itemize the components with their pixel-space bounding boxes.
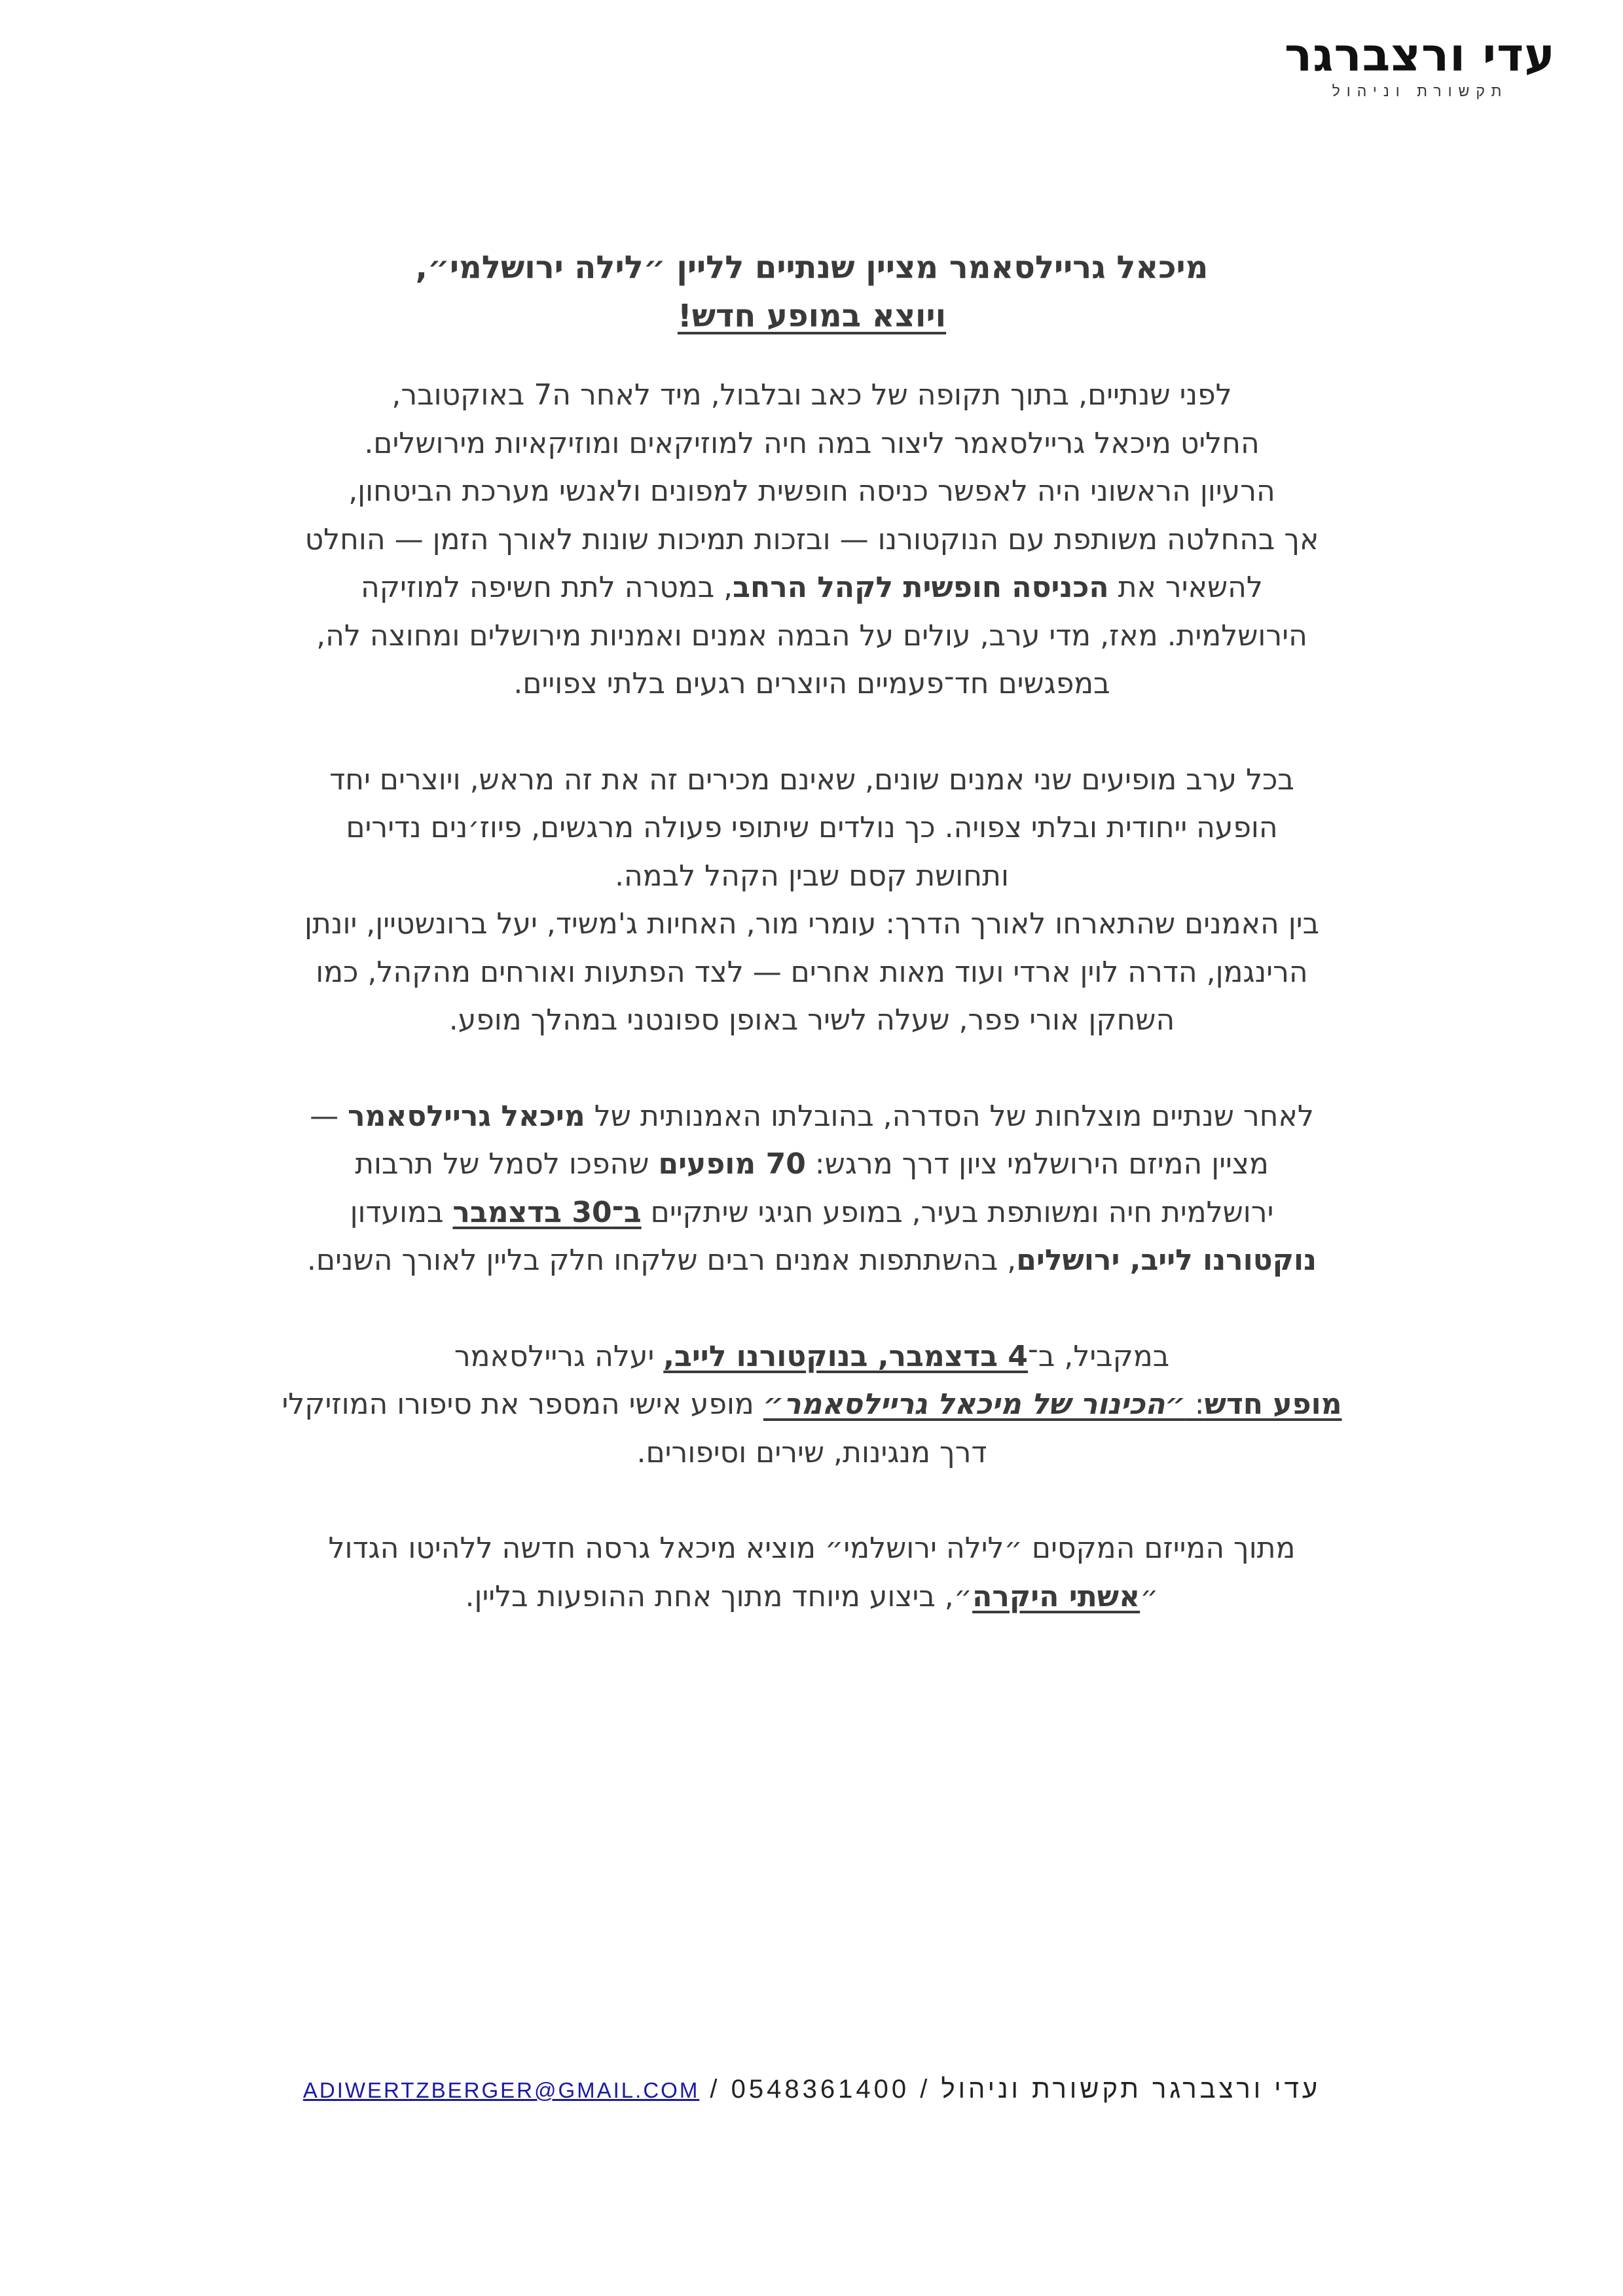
title-line-2: ויוצא במופע חדש! xyxy=(677,298,947,334)
text-span: לאחר שנתיים מוצלחות של הסדרה, בהובלתו האמנותית של xyxy=(585,1099,1314,1133)
text-line: הירושלמית. מאז, מדי ערב, עולים על הבמה אמנים ואמניות מירושלים ומחוצה לה, xyxy=(316,619,1307,653)
paragraph-new-show xyxy=(216,1333,1408,1477)
text-span: , בהשתתפות אמנים רבים שלקחו חלק בליין לאורך השנים. xyxy=(306,1244,1017,1277)
text-span: מציין המיזם הירושלמי ציון דרך מרגש: xyxy=(805,1147,1269,1181)
press-release-body xyxy=(216,371,1408,1668)
text-line: השחקן אורי פפר, שעלה לשיר באופן ספונטני במהלך מופע. xyxy=(448,1003,1175,1037)
shows-count-highlight: 70 מופעים xyxy=(658,1147,806,1181)
text-line: הרינגמן, הדרה לוין ארדי ועוד מאות אחרים — לצד הפתעות ואורחים מהקהל, כמו xyxy=(316,955,1308,989)
footer-phone: 0548361400 xyxy=(731,2075,910,2104)
text-span: — xyxy=(310,1099,348,1133)
text-line: הופעה ייחודית ובלתי צפויה. כך נולדים שיתופי פעולה מרגשים, פיוז׳נים נדירים xyxy=(346,811,1278,844)
logo-tagline: תקשורת וניהול xyxy=(1332,82,1508,99)
text-line: ותחושת קסם שבין הקהל לבמה. xyxy=(615,859,1009,893)
text-span: : xyxy=(1185,1388,1205,1421)
new-show-title: ״הכינור של מיכאל גריילסאמר״ xyxy=(763,1388,1186,1421)
text-span: ״ xyxy=(1140,1579,1159,1613)
paragraph-milestone xyxy=(216,1092,1408,1285)
text-line xyxy=(216,1380,1408,1429)
new-show-label: מופע חדש xyxy=(1204,1388,1342,1421)
text-line: החליט מיכאל גריילסאמר ליצור במה חיה למוזיקאים ומוזיקאיות מירושלים. xyxy=(364,426,1260,460)
text-line: לפני שנתיים, בתוך תקופה של כאב ובלבול, מיד לאחר ה7 באוקטובר, xyxy=(392,378,1232,412)
text-line: בכל ערב מופיעים שני אמנים שונים, שאינם מכירים זה את זה מראש, ויוצרים יחד xyxy=(329,762,1294,797)
event-date-highlight: ב־30 בדצמבר xyxy=(452,1195,642,1229)
new-show-date-highlight: 4 בדצמבר, בנוקטורנו לייב, xyxy=(663,1339,1029,1373)
text-span: יעלה גריילסאמר xyxy=(454,1339,664,1373)
footer-contact xyxy=(196,2075,1427,2104)
footer-org-name: עדי ורצברגר תקשורת וניהול xyxy=(941,2075,1321,2104)
text-span: ירושלמית חיה ומשותפת בעיר, במופע חגיגי שיתקיים xyxy=(641,1195,1274,1229)
text-span: , במטרה לתת חשיפה למוזיקה xyxy=(361,571,733,604)
text-span: שהפכו לסמל של תרבות xyxy=(355,1147,659,1181)
logo-name: עדי ורצברגר xyxy=(1285,28,1556,82)
text-line: הרעיון הראשוני היה לאפשר כניסה חופשית למפונים ולאנשי מערכת הביטחון, xyxy=(348,475,1275,508)
text-line xyxy=(216,1189,1408,1237)
text-line: מתוך המייזם המקסים ״לילה ירושלמי״ מוציא מיכאל גרסה חדשה ללהיטו הגדול xyxy=(328,1532,1296,1565)
paragraph-intro xyxy=(216,371,1408,708)
venue-highlight: נוקטורנו לייב, ירושלים xyxy=(1016,1244,1317,1277)
text-line xyxy=(216,1140,1408,1189)
text-line: דרך מנגינות, שירים וסיפורים. xyxy=(636,1435,987,1469)
footer-separator: / xyxy=(699,2075,731,2104)
text-line xyxy=(216,1236,1408,1285)
text-span: במועדון xyxy=(350,1195,453,1229)
title-line-1: מיכאל גריילסאמר מציין שנתיים לליין ״לילה ירושלמי״, xyxy=(415,249,1209,286)
footer-email-link[interactable]: ADIWERTZBERGER@GMAIL.COM xyxy=(302,2078,700,2102)
paragraph-artists xyxy=(216,756,1408,1045)
footer-separator: / xyxy=(909,2075,941,2104)
text-span: מופע אישי המספר את סיפורו המוזיקלי xyxy=(282,1388,763,1421)
text-line xyxy=(216,1333,1408,1381)
text-line: במפגשים חד־פעמיים היוצרים רגעים בלתי צפויים. xyxy=(513,667,1110,700)
text-span: להשאיר את xyxy=(1108,571,1263,604)
song-title-highlight: אשתי היקרה xyxy=(972,1579,1140,1613)
text-span: במקביל, ב־ xyxy=(1028,1339,1170,1373)
text-line: בין האמנים שהתארחו לאורך הדרך: עומרי מור, האחיות ג'משיד, יעל ברונשטיין, יונתן xyxy=(304,907,1320,941)
text-line xyxy=(216,1092,1408,1141)
artist-name-highlight: מיכאל גריילסאמר xyxy=(348,1099,585,1133)
company-logo xyxy=(1283,29,1558,100)
free-entry-highlight: הכניסה חופשית לקהל הרחב xyxy=(733,571,1109,604)
paragraph-new-single xyxy=(216,1524,1408,1621)
page-title xyxy=(223,243,1401,340)
text-line: אך בהחלטה משותפת עם הנוקטורנו — ובזכות תמיכות שונות לאורך הזמן — הוחלט xyxy=(304,522,1319,556)
text-line xyxy=(216,1573,1408,1621)
text-span: ״, ביצוע מיוחד מתוך אחת ההופעות בליין. xyxy=(465,1579,973,1613)
text-line xyxy=(216,564,1408,612)
